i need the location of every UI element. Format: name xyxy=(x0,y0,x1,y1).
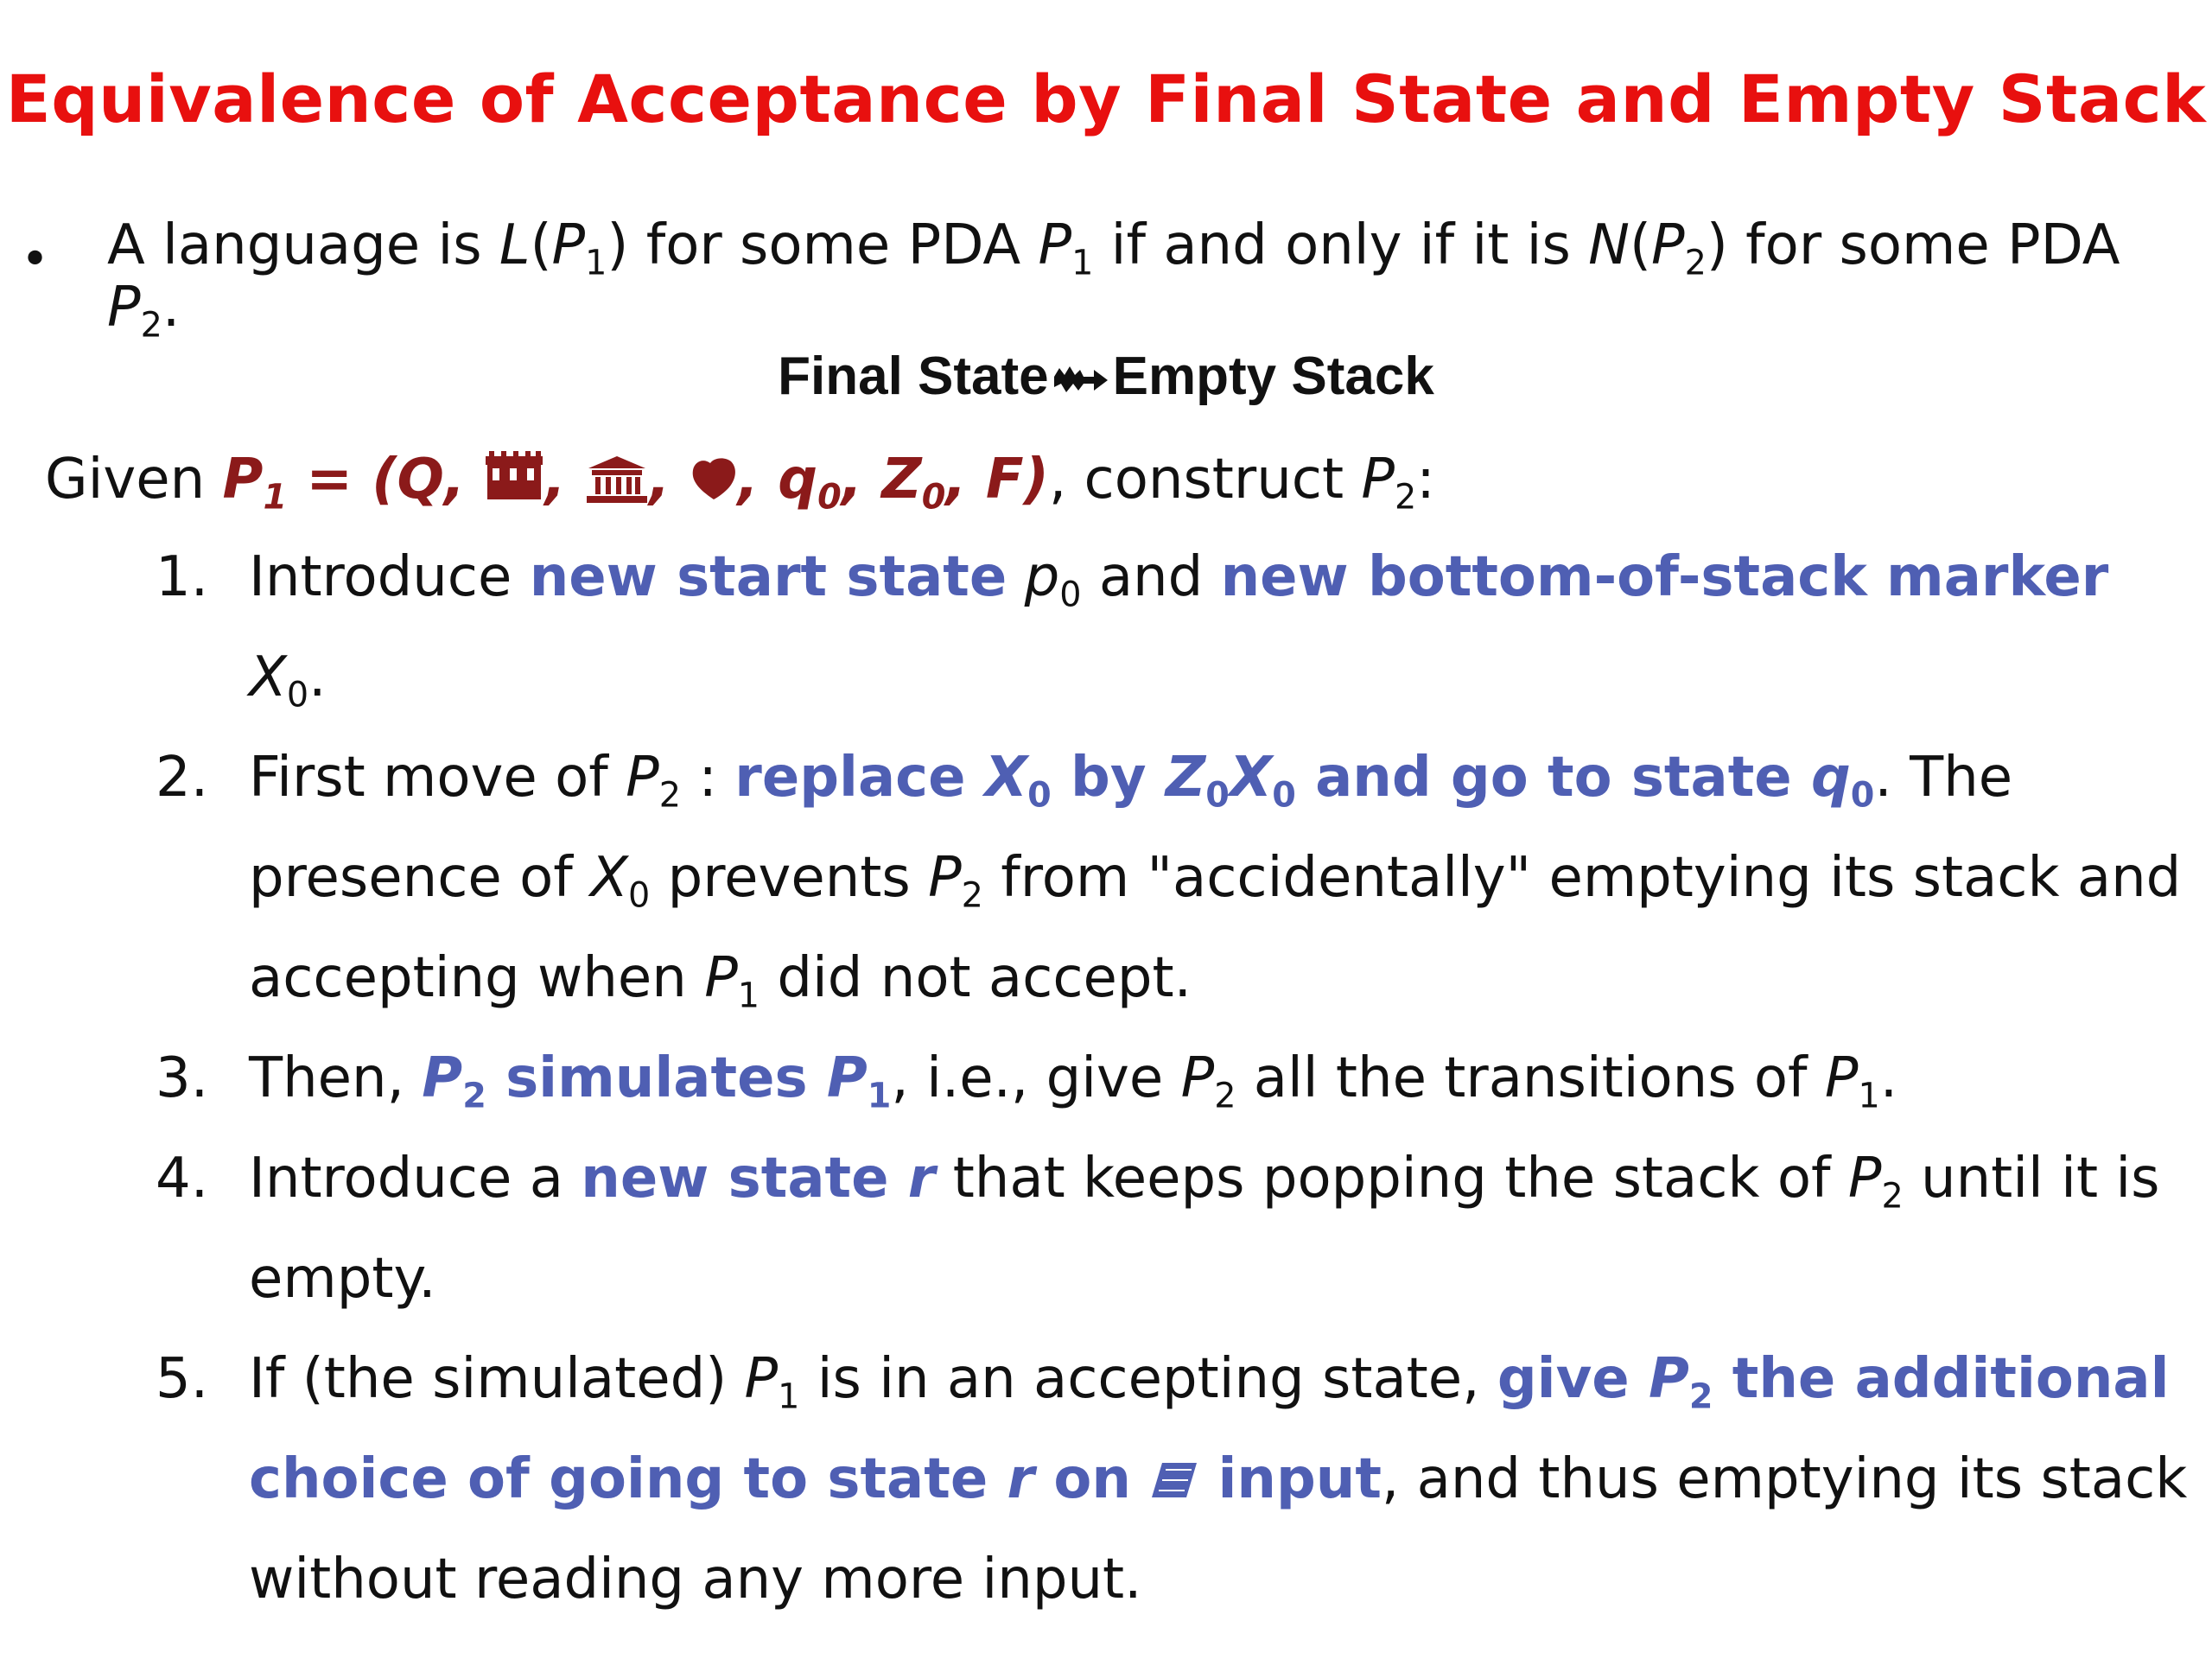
step-4-number: 4. xyxy=(156,1147,209,1211)
given-line: Given $P_1 = (Q$, , , , $q_0$, $Z_0$, F), construct $P_2$: xyxy=(45,448,1435,518)
step-2-line-2: presence of $X_0$ prevents $P_2$ from "accidentally" emptying its stack and xyxy=(249,846,2182,916)
step-1-line-1: Introduce new start state $p_0$ and new bottom-of-stack marker xyxy=(249,545,2109,615)
subheading-left: Final State xyxy=(778,346,1049,406)
step-5-line-3: without reading any more input. xyxy=(249,1548,1142,1611)
right-arrow-icon xyxy=(1052,361,1109,399)
step-3-line-1: Then, $P_2$ simulates $P_1$, i.e., give $P_2$ all the transitions of $P_1$. xyxy=(249,1046,1898,1116)
step-4-line-2: empty. xyxy=(249,1247,436,1311)
step-2-number: 2. xyxy=(156,746,209,810)
subheading xyxy=(0,346,2212,407)
step-3-number: 3. xyxy=(156,1046,209,1110)
step-4-line-1: Introduce a new state r that keeps popping the stack of $P_2$ until it is xyxy=(249,1147,2160,1217)
step-1-line-2: $X_0$. xyxy=(249,645,327,715)
epsilon-glyph-icon xyxy=(1150,1458,1198,1503)
step-5-line-2: choice of going to state r on input, and thus emptying its stack xyxy=(249,1447,2188,1511)
step-1-number: 1. xyxy=(156,545,209,609)
subheading-right: Empty Stack xyxy=(1112,346,1434,406)
step-5-line-1: If (the simulated) $P_1$ is in an accepting state, give $P_2$ the additional xyxy=(249,1347,2170,1417)
step-2-line-1: First move of $P_2$ : replace $X_0$ by $Z_0X_0$ and go to state $q_0$. The xyxy=(249,746,2013,816)
slide-title: Equivalence of Acceptance by Final State and Empty Stack xyxy=(5,60,2207,137)
bullet-marker: • xyxy=(21,232,50,288)
bullet-text-line-2: $P_2$. xyxy=(107,276,181,346)
step-5-number: 5. xyxy=(156,1347,209,1411)
step-2-line-3: accepting when $P_1$ did not accept. xyxy=(249,946,1192,1016)
delta-glyph-icon xyxy=(690,454,738,503)
bullet-text-line-1: A language is $L(P_1)$ for some PDA $P_1$ if and only if it is $N(P_2)$ for some PDA xyxy=(107,213,2120,283)
sigma-glyph-icon xyxy=(484,449,544,503)
gamma-glyph-icon xyxy=(585,454,649,503)
